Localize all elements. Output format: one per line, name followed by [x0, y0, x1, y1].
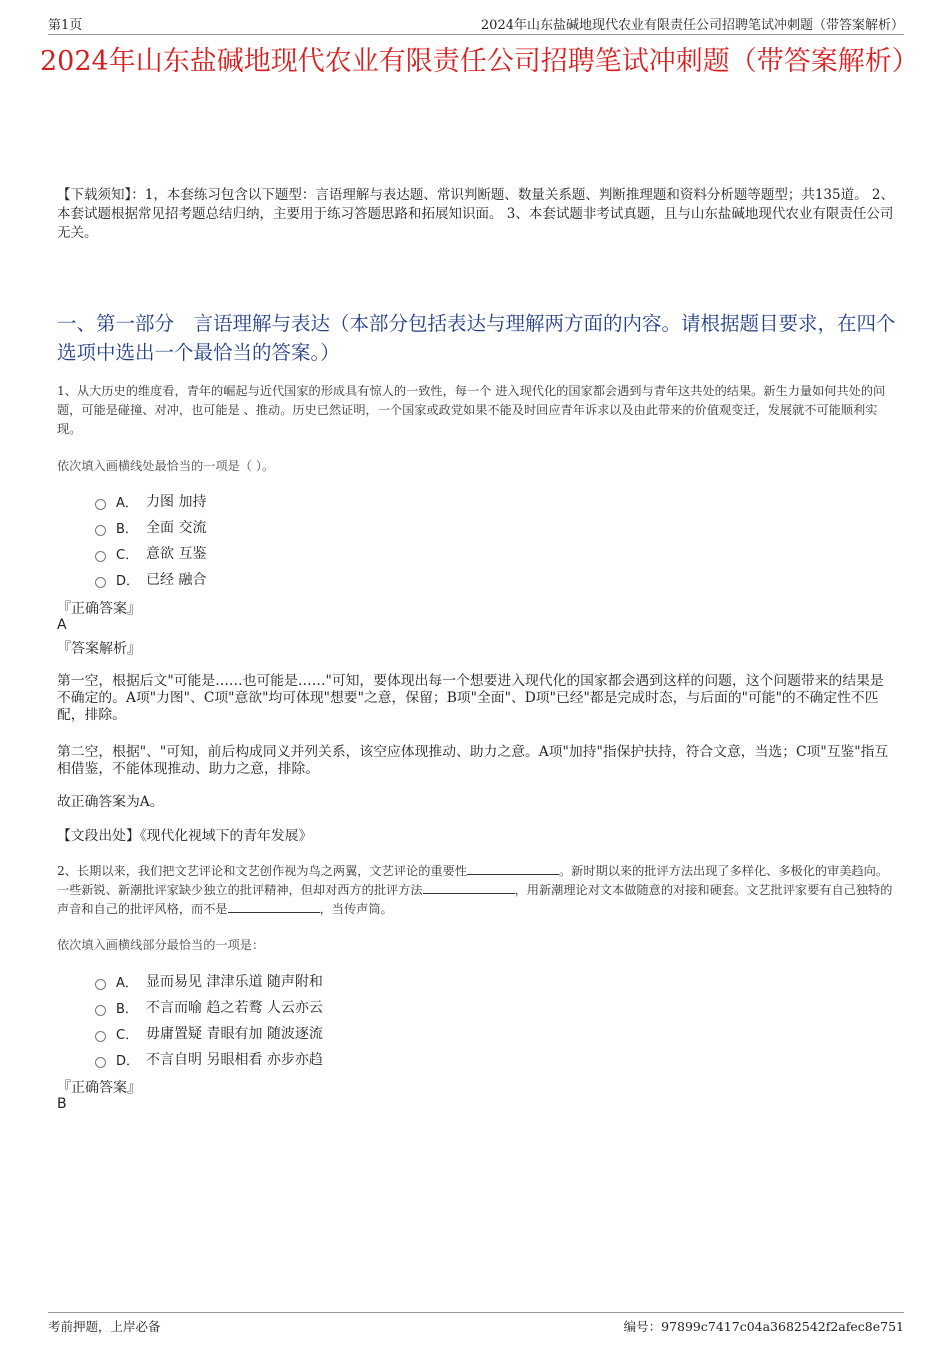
q2-text-part: ，当传声筒。 [319, 902, 393, 916]
option-text: 全面 交流 [146, 520, 207, 536]
q2-option-b[interactable] [95, 997, 323, 1017]
option-letter: A． [116, 495, 138, 511]
q1-option-b[interactable] [95, 517, 206, 537]
option-text: 显而易见 津津乐道 随声附和 [146, 974, 323, 990]
option-letter: B． [116, 1001, 138, 1017]
q2-text-part: 2、长期以来，我们把文艺评论和文艺创作视为鸟之两翼，文艺评论的重要性 [57, 864, 467, 878]
q2-option-a[interactable] [95, 971, 323, 991]
q1-option-c[interactable] [95, 543, 206, 563]
q1-analysis-label: 『答案解析』 [57, 641, 141, 657]
q1-option-d[interactable] [95, 569, 206, 589]
header-doc-title: 2024年山东盐碱地现代农业有限责任公司招聘笔试冲刺题（带答案解析） [480, 18, 904, 33]
radio-icon[interactable] [95, 499, 106, 510]
option-letter: D． [116, 573, 140, 589]
q2-text-part: 。新时期以来的批评方法出现了多样化、多极化的审美趋向。一些新锐、新潮批评家缺少独立的批评精神，但却对西方的批评方法 [57, 864, 889, 897]
footer-code: 编号：97899c7417c04a3682542f2afec8e751 [623, 1319, 904, 1334]
q2-option-c[interactable] [95, 1023, 323, 1043]
q1-answer-label: 『正确答案』 [57, 601, 141, 617]
option-text: 意欲 互鉴 [146, 546, 207, 562]
footer-slogan: 考前押题，上岸必备 [48, 1319, 161, 1334]
radio-icon[interactable] [95, 1057, 106, 1068]
option-letter: C． [116, 547, 139, 563]
option-letter: B． [116, 521, 138, 537]
fill-blank [423, 881, 515, 894]
radio-icon[interactable] [95, 525, 106, 536]
option-text: 已经 融合 [146, 572, 207, 588]
q2-text-part: ，用新潮理论对文本做随意的对接和硬套。文艺批评家要有自己独特的声音和自己的批评风格，而不是 [57, 883, 893, 916]
q1-source: 【文段出处】《现代化视域下的青年发展》 [57, 828, 313, 844]
fill-blank [467, 862, 559, 875]
page-header [48, 14, 904, 35]
option-text: 力图 加持 [146, 494, 207, 510]
radio-icon[interactable] [95, 551, 106, 562]
q1-answer: A [57, 617, 67, 633]
option-letter: C． [116, 1027, 139, 1043]
option-letter: D． [116, 1053, 140, 1069]
option-text: 不言而喻 趋之若鹜 人云亦云 [146, 1000, 323, 1016]
radio-icon[interactable] [95, 577, 106, 588]
q2-option-d[interactable] [95, 1049, 323, 1069]
q1-option-a[interactable] [95, 491, 206, 511]
q2-answer-label: 『正确答案』 [57, 1080, 141, 1096]
option-letter: A． [116, 975, 138, 991]
document-title: 2024年山东盐碱地现代农业有限责任公司招聘笔试冲刺题（带答案解析） [40, 46, 919, 77]
page-number: 第1页 [48, 18, 83, 33]
fill-blank [228, 900, 320, 913]
q2-answer: B [57, 1096, 67, 1112]
option-text: 毋庸置疑 青眼有加 随波逐流 [146, 1026, 323, 1042]
question-2-text [57, 862, 898, 919]
question-1-prompt: 依次填入画横线处最恰当的一项是（ ）。 [57, 459, 275, 473]
radio-icon[interactable] [95, 979, 106, 990]
q1-analysis-1: 第一空，根据后文"可能是……也可能是……"可知，要体现出每一个想要进入现代化的国家都会遇到这样的问题，这个问题带来的结果是不确定的。A项"力图"、C项"意欲"均可体现"想要"之意，保留；B项"全面"、D项"已经"都是完成时态，与后面的"可能"的不确定性不匹配，排除。 [57, 673, 884, 723]
radio-icon[interactable] [95, 1031, 106, 1042]
question-2-prompt: 依次填入画横线部分最恰当的一项是： [57, 938, 265, 952]
q1-conclusion: 故正确答案为A。 [57, 794, 164, 810]
question-1-text: 1、从大历史的维度看，青年的崛起与近代国家的形成具有惊人的一致性，每一个 进入现代化的国家都会遇到与青年这共处的结果。新生力量如何共处的问题，可能是碰撞、对冲，也可能是 、推动。历史已然证明，一个国家或政党如果不能及时回应青年诉求以及由此带来的价值观变迁，发展就不可能顺利实现。 [57, 384, 886, 436]
option-text: 不言自明 另眼相看 亦步亦趋 [146, 1052, 323, 1068]
section-heading: 一、第一部分 言语理解与表达（本部分包括表达与理解两方面的内容。请根据题目要求，在四个选项中选出一个最恰当的答案。） [57, 312, 896, 364]
radio-icon[interactable] [95, 1005, 106, 1016]
page-footer [48, 1312, 904, 1337]
q1-analysis-2: 第二空，根据"、"可知，前后构成同义并列关系，该空应体现推动、助力之意。A项"加持"指保护扶持，符合文意，当选；C项"互鉴"指互相借鉴，不能体现推动、助力之意，排除。 [57, 744, 889, 777]
download-notice: 【下载须知】：1，本套练习包含以下题型：言语理解与表达题、常识判断题、数量关系题、判断推理题和资料分析题等题型；共135道。 2、本套试题根据常见招考题总结归纳，主要用于练习答题思路和拓展知识面。 3、本套试题非考试真题，且与山东盐碱地现代农业有限责任公司无关。 [57, 187, 894, 241]
